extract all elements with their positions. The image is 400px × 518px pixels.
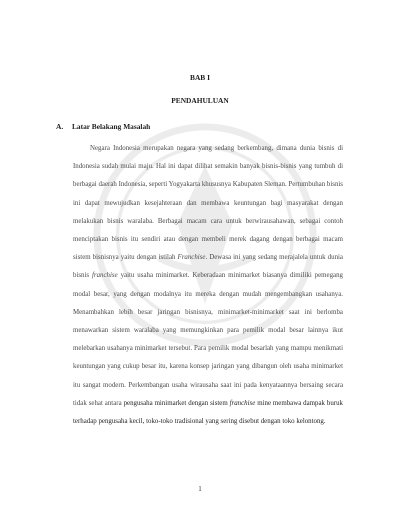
page-number: 1	[198, 485, 202, 493]
body-italic-franchise-1: Franchise	[177, 254, 206, 262]
chapter-heading: BAB I	[190, 73, 210, 82]
body-italic-franchise-2: franchise	[92, 272, 118, 280]
body-text-part3: yaitu usaha minimarket. Keberadaan minimarket biasanya dimiliki pemegang modal besar, yang dengan modalnya itu mereka dengan mudah mengembangkan usahanya. Menambahkan lebih besar jaringan bisnisnya, minimarket-minimarket saat ini berlomba menawarkan sistem waralaba yang memungkinkan para pemilik modal besar lainnya ikut melebarkan usahanya minimarket tersebut. Para pemilik modal besarlah yang mampu menikmati keuntungan yang cukup besar itu, karena konsep jaringan yang dibangun oleh usaha minimarket itu sangat modern. Perkembangan usaha wirausaha saat ini pada kenyataannya bersaing secara tidak sehat antara	[73, 272, 343, 407]
section-heading	[56, 122, 150, 131]
body-text-part2: . Dewasa ini yang sedang merajalela untuk dunia bisnis	[73, 254, 343, 280]
body-text-part5: mine membawa dampak buruk terhadap pengusaha kecil, toko-toko tradisional yang sering disebut dengan toko kelontong.	[73, 399, 343, 426]
section-title: Latar Belakang Masalah	[72, 122, 151, 131]
chapter-title: PENDAHULUAN	[171, 96, 229, 105]
body-paragraph	[73, 140, 343, 431]
body-text-part1: Negara Indonesia merupakan negara yang sedang berkembang, dimana dunia bisnis di Indonesia sudah mulai maju. Hal ini dapat dilihat semakin banyak bisnis-bisnis yang tumbuh di berbagai daerah Indonesia, seperti Yogyakarta khususnya Kabupaten Sleman. Pertumbuhan bisnis ini dapat mewujudkan kesejahteraan dan membawa keuntungan bagi masyarakat dengan melakukan bisnis waralaba. Berbagai macam cara untuk berwirausahawan, sebagai contoh menciptakan bisnis itu sendiri atau dengan membeli merek dagang dengan berbagai macam sistem bisnisnya yaitu dengan istilah	[73, 145, 343, 262]
body-italic-franchise-3: franchise	[229, 399, 256, 407]
section-number: A.	[56, 122, 64, 131]
body-text-part4: pengusaha minimarket dengan sistem	[123, 399, 230, 407]
